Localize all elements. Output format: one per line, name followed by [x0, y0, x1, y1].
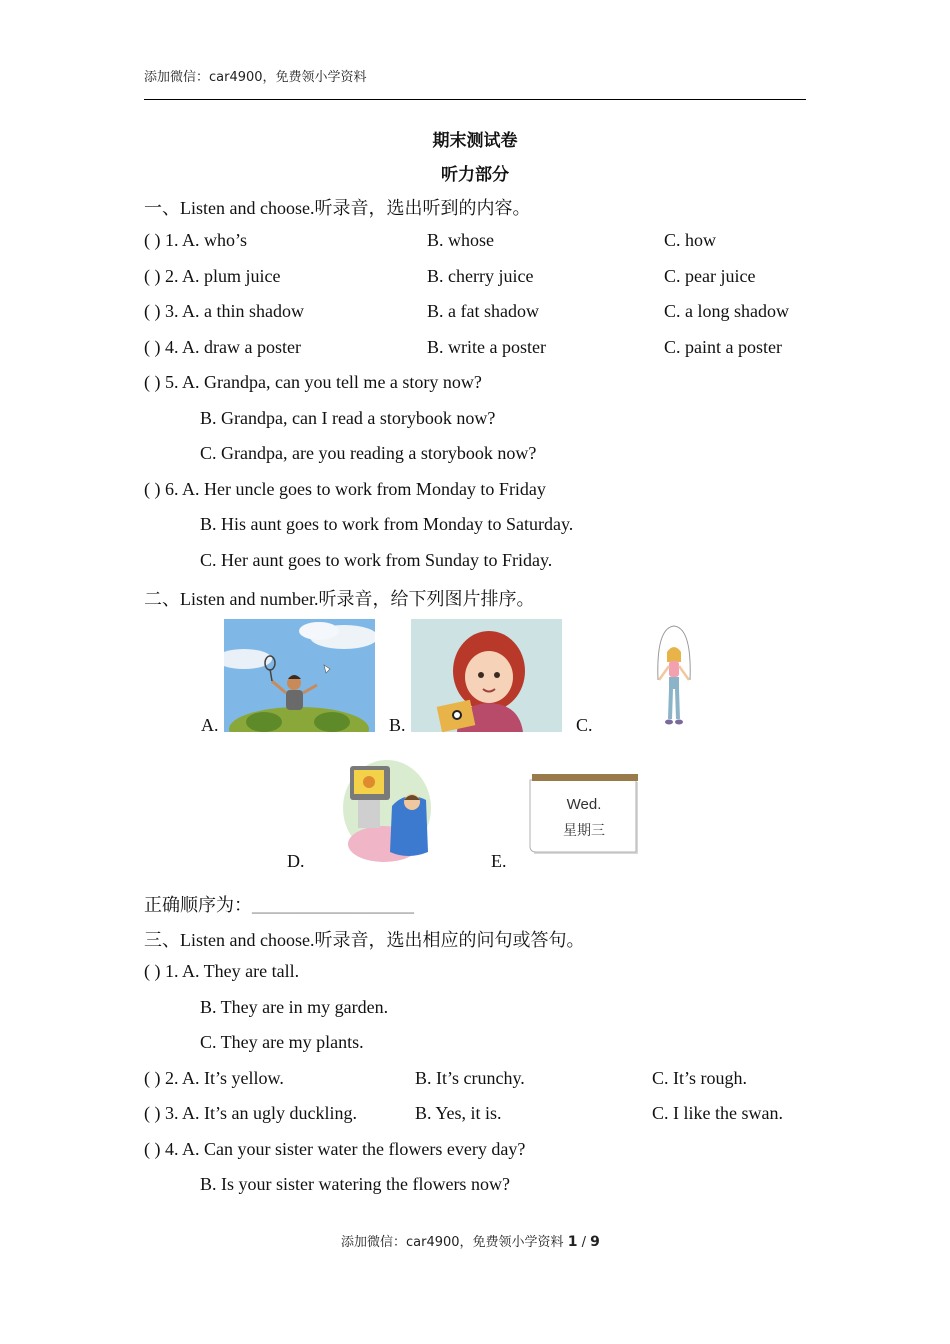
s3-q2-option-a: ( ) 2. A. It’s yellow. [144, 1068, 284, 1088]
order-answer-blank[interactable]: __________________ [252, 895, 414, 915]
s3-q1-option-c: C. They are my plants. [200, 1032, 364, 1052]
picture-girl-reading [411, 619, 562, 732]
picture-jump-rope [650, 624, 698, 728]
page-total: 9 [590, 1234, 600, 1250]
picture-label-a: A. [201, 715, 219, 735]
s1-q6-option-b: B. His aunt goes to work from Monday to Saturday. [200, 514, 574, 534]
picture-label-e: E. [491, 851, 507, 871]
page-title: 期末测试卷 [432, 131, 518, 151]
footer [341, 1231, 600, 1250]
section3-heading: 三、Listen and choose.听录音，选出相应的问句或答句。 [144, 930, 585, 950]
s1-q4-option-c: C. paint a poster [664, 337, 782, 357]
picture-label-b: B. [389, 715, 406, 735]
s1-q3-option-c: C. a long shadow [664, 301, 789, 321]
page-separator: / [577, 1235, 591, 1250]
picture-badminton [224, 619, 375, 732]
s1-q1-option-c: C. how [664, 230, 717, 250]
s1-q4-option-b: B. write a poster [427, 337, 546, 357]
picture-label-c: C. [576, 715, 593, 735]
page-number: 1 [567, 1234, 578, 1250]
s3-q3-option-a: ( ) 3. A. It’s an ugly duckling. [144, 1103, 357, 1123]
s3-q4-option-b: B. Is your sister watering the flowers now? [200, 1174, 510, 1194]
s3-q1-option-b: B. They are in my garden. [200, 997, 389, 1017]
section-title: 听力部分 [441, 165, 509, 185]
footer-text: 添加微信：car4900，免费领小学资料 [341, 1235, 564, 1250]
s1-q6-option-a: ( ) 6. A. Her uncle goes to work from Monday to Friday [144, 479, 546, 499]
section1-heading: 一、Listen and choose.听录音，选出听到的内容。 [144, 198, 531, 218]
section2-heading: 二、Listen and number.听录音，给下列图片排序。 [144, 589, 535, 609]
s1-q4-option-a: ( ) 4. A. draw a poster [144, 337, 301, 357]
s1-q1-option-a: ( ) 1. A. who’s [144, 230, 247, 250]
s1-q5-option-a: ( ) 5. A. Grandpa, can you tell me a story now? [144, 372, 482, 392]
s1-q6-option-c: C. Her aunt goes to work from Sunday to Friday. [200, 550, 553, 570]
order-prompt [144, 891, 414, 917]
s1-q2-option-a: ( ) 2. A. plum juice [144, 266, 281, 286]
s3-q4-option-a: ( ) 4. A. Can your sister water the flowers every day? [144, 1139, 526, 1159]
header-divider [144, 99, 806, 100]
s1-q3-option-a: ( ) 3. A. a thin shadow [144, 301, 304, 321]
order-prompt-label: 正确顺序为： [144, 895, 252, 915]
s1-q2-option-c: C. pear juice [664, 266, 756, 286]
s3-q3-option-c: C. I like the swan. [652, 1103, 783, 1123]
s1-q2-option-b: B. cherry juice [427, 266, 534, 286]
calendar-day-english: Wed. [566, 796, 602, 813]
s1-q5-option-b: B. Grandpa, can I read a storybook now? [200, 408, 496, 428]
s1-q1-option-b: B. whose [427, 230, 494, 250]
picture-label-d: D. [287, 851, 305, 871]
s3-q3-option-b: B. Yes, it is. [415, 1103, 502, 1123]
s1-q3-option-b: B. a fat shadow [427, 301, 539, 321]
header-text: 添加微信：car4900，免费领小学资料 [144, 70, 367, 85]
calendar-day-chinese: 星期三 [563, 823, 605, 839]
picture-calendar [528, 774, 640, 856]
s3-q2-option-b: B. It’s crunchy. [415, 1068, 525, 1088]
s3-q1-option-a: ( ) 1. A. They are tall. [144, 961, 300, 981]
s3-q2-option-c: C. It’s rough. [652, 1068, 748, 1088]
s1-q5-option-c: C. Grandpa, are you reading a storybook now? [200, 443, 537, 463]
picture-watching-tv [342, 756, 432, 864]
